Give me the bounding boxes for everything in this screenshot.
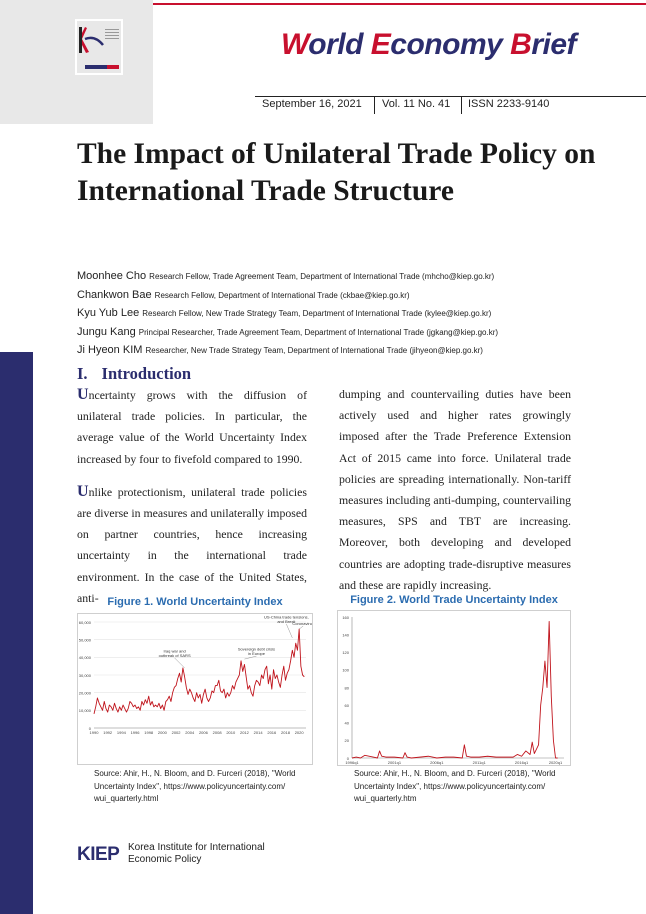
x-tick-label: 2014 xyxy=(253,730,263,735)
paragraph: dumping and countervailing duties have been actively used and higher rates growingly imposed after the Trade Preference Extension Act of 2015 came into force. Unilateral trade policies are spreading internationally. Non-tariff measures including anti-dumping, countervailing measures, SPS and TBT are increasing. Moreover, both developing and developed countries are adopting trade-disruptive measures and these are rapidly increasing. xyxy=(339,387,571,592)
author-item: Jungu Kang Principal Researcher, Trade Agreement Team, Department of International Trade (jgkang@kiep.go.kr) xyxy=(77,325,499,338)
author-item: Kyu Yub Lee Research Fellow, New Trade Strategy Team, Department of International Trade (kylee@kiep.go.kr) xyxy=(77,307,492,319)
issue-date: September 16, 2021 xyxy=(262,98,362,110)
x-tick-label: 1994 xyxy=(116,730,126,735)
author-item: Ji Hyeon KIM Researcher, New Trade Strategy Team, Department of International Trade (jihyeon@kiep.go.kr) xyxy=(77,344,483,356)
y-tick-label: 60 xyxy=(344,702,349,708)
brief-title: World Economy Brief xyxy=(280,28,576,61)
annotation-leader xyxy=(299,626,303,629)
x-tick-label: 2020 xyxy=(294,730,304,735)
figure-1-source: Source: Ahir, H., N. Bloom, and D. Furceri (2018), "World Uncertainty Index", https://www.policyuncertainty.com/ wui_quarterly.html xyxy=(94,769,296,803)
document-title: The Impact of Unilateral Trade Policy on International Trade Structure xyxy=(77,138,596,207)
y-tick-label: 60,000 xyxy=(78,619,91,625)
x-tick-label: 2011q1 xyxy=(472,760,486,765)
kiep-logo: KIEP xyxy=(77,844,120,865)
x-tick-label: 2012 xyxy=(239,730,249,735)
figure-2-title: Figure 2. World Trade Uncertainty Index xyxy=(350,594,558,606)
y-tick-label: 50,000 xyxy=(78,637,91,643)
annotation-label: Sovereign debt crisis in Europe xyxy=(237,646,276,657)
y-tick-label: 100 xyxy=(342,667,349,673)
annotation-label: US-China trade tensions, and Brexit xyxy=(263,614,309,624)
series-line xyxy=(352,621,558,758)
meta-divider xyxy=(461,96,462,114)
annotation-label: Coronavirus xyxy=(292,621,312,627)
kiep-emblem-icon xyxy=(71,17,127,77)
x-tick-label: 2000 xyxy=(157,730,167,735)
x-tick-label: 2002 xyxy=(171,730,181,735)
y-tick-label: 0 xyxy=(346,755,349,761)
sidebar-band xyxy=(0,352,33,914)
figure-1-title: Figure 1. World Uncertainty Index xyxy=(107,596,283,608)
paragraph: Unlike protectionism, unilateral trade policies are diverse in measures and unilaterally imposed on partner countries, hence increasing uncertainty in the international trade environment. In the case of the United States, anti- xyxy=(77,482,307,605)
header-rule xyxy=(153,3,646,5)
x-tick-label: 2006q1 xyxy=(430,760,444,765)
y-tick-label: 80 xyxy=(344,685,349,691)
x-tick-label: 2008 xyxy=(212,730,222,735)
figure-1-chart xyxy=(77,613,313,765)
x-tick-label: 2001q1 xyxy=(387,760,402,765)
x-tick-label: 2016q1 xyxy=(514,760,529,765)
annotation-leader xyxy=(175,658,185,668)
y-tick-label: 160 xyxy=(342,614,349,620)
body-column-right xyxy=(339,384,571,607)
x-tick-label: 1996q1 xyxy=(345,760,359,765)
annotation-label: Iraq war and outbreak of SARS xyxy=(158,648,191,658)
y-tick-label: 40 xyxy=(344,720,349,726)
x-tick-label: 2018 xyxy=(281,730,290,735)
y-tick-label: 20,000 xyxy=(78,690,91,696)
x-tick-label: 2010 xyxy=(226,730,236,735)
x-tick-label: 2016 xyxy=(267,730,277,735)
x-tick-label: 1990 xyxy=(89,730,99,735)
x-tick-label: 1996 xyxy=(130,730,140,735)
figure-2-source: Source: Ahir, H., N. Bloom, and D. Furceri (2018), "World Uncertainty Index", https://www.policyuncertainty.com/ wui_quarterly.htm xyxy=(354,769,556,803)
series-line xyxy=(94,629,304,714)
author-item: Moonhee Cho Research Fellow, Trade Agreement Team, Department of International Trade (mhcho@kiep.go.kr) xyxy=(77,270,495,282)
x-tick-label: 1992 xyxy=(103,730,113,735)
x-tick-label: 2006 xyxy=(198,730,208,735)
paragraph: Uncertainty grows with the diffusion of unilateral trade policies. In particular, the average value of the World Uncertainty Index increased by four to fivefold compared to 1990. xyxy=(77,386,307,466)
author-item: Chankwon Bae Research Fellow, Department of International Trade (ckbae@kiep.go.kr) xyxy=(77,288,410,301)
y-tick-label: 120 xyxy=(342,650,349,656)
issue-volume: Vol. 11 No. 41 xyxy=(382,98,451,110)
y-tick-label: 20 xyxy=(344,738,349,744)
x-tick-label: 2020q1 xyxy=(548,760,563,765)
body-column-left xyxy=(77,384,307,620)
y-tick-label: 30,000 xyxy=(78,672,91,678)
meta-divider xyxy=(374,96,375,114)
y-tick-label: 10,000 xyxy=(78,708,91,714)
y-tick-label: 0 xyxy=(88,725,91,731)
figure-2-chart xyxy=(337,610,571,766)
y-tick-label: 40,000 xyxy=(78,655,91,661)
institute-name: Korea Institute for International Economic Policy xyxy=(128,842,265,865)
x-tick-label: 1998 xyxy=(144,730,154,735)
y-tick-label: 140 xyxy=(342,632,349,638)
issn: ISSN 2233-9140 xyxy=(468,98,550,110)
x-tick-label: 2004 xyxy=(185,730,195,735)
section-heading: I. Introduction xyxy=(77,364,192,383)
author-list xyxy=(77,267,637,360)
